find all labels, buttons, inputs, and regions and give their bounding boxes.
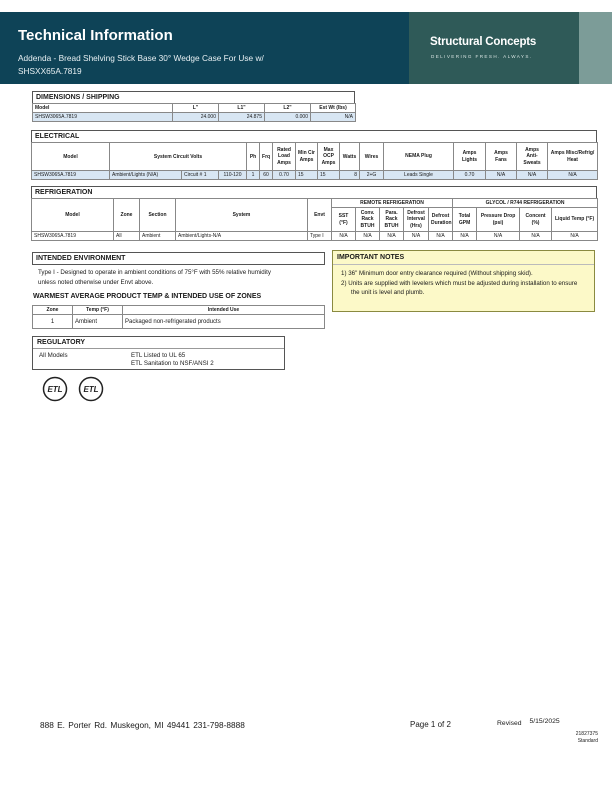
dim-header-l: L" bbox=[173, 104, 219, 113]
elec-header-plug: NEMA Plug bbox=[384, 143, 454, 171]
elec-header-mca: Min Cir Amps bbox=[296, 143, 318, 171]
footer-address: 888 E. Porter Rd. Muskegon, MI 49441 231-798-8888 bbox=[40, 720, 245, 730]
regulatory-line-2: ETL Sanitation to NSF/ANSI 2 bbox=[131, 360, 214, 367]
ref-header-gpm: Total GPM bbox=[453, 208, 477, 232]
zones-title: WARMEST AVERAGE PRODUCT TEMP & INTENDED USE OF ZONES bbox=[32, 291, 325, 302]
elec-header-amps-anti: Amps Anti-Sweats bbox=[517, 143, 548, 171]
ref-defrost-duration: N/A bbox=[429, 232, 453, 241]
footer-page-number: Page 1 of 2 bbox=[410, 720, 451, 729]
elec-header-volts: System Circuit Volts bbox=[110, 143, 247, 171]
ref-group-glycol: GLYCOL / R744 REFRIGERATION bbox=[453, 199, 598, 208]
environment-title: INTENDED ENVIRONMENT bbox=[32, 252, 325, 265]
ref-group-remote: REMOTE REFRIGERATION bbox=[332, 199, 453, 208]
page-title: Technical Information bbox=[18, 27, 173, 44]
zones-table bbox=[32, 305, 325, 329]
elec-plug: Leads Single bbox=[384, 171, 454, 180]
elec-header-rla: Rated Load Amps bbox=[273, 143, 296, 171]
ref-header-envt: Envt bbox=[308, 199, 332, 232]
footer-doc-info bbox=[540, 731, 598, 745]
ref-header-defrost-interval: Defrost Interval (Hrs) bbox=[404, 208, 429, 232]
note-item-1: 1) 36" Minimum door entry clearance required (Without shipping skid). bbox=[341, 270, 533, 277]
ref-header-pressure: Pressure Drop (psi) bbox=[477, 208, 520, 232]
ref-header-zone: Zone bbox=[114, 199, 140, 232]
ref-gpm: N/A bbox=[453, 232, 477, 241]
ref-system: Ambient/Lights-N/A bbox=[176, 232, 308, 241]
etl-listed-logo bbox=[42, 376, 68, 402]
zone-temp: Ambient bbox=[73, 315, 123, 329]
brand-tagline: DELIVERING FRESH. ALWAYS. bbox=[431, 54, 533, 59]
dim-header-l2: L2" bbox=[265, 104, 311, 113]
regulatory-line-1: ETL Listed to UL 65 bbox=[131, 352, 186, 359]
ref-section: Ambient bbox=[140, 232, 176, 241]
elec-amps-lights: 0.70 bbox=[454, 171, 486, 180]
elec-rla: 0.70 bbox=[273, 171, 296, 180]
ref-header-section: Section bbox=[140, 199, 176, 232]
elec-header-wires: Wires bbox=[360, 143, 384, 171]
brand-block bbox=[409, 12, 579, 84]
zone-number: 1 bbox=[33, 315, 73, 329]
brand-name: Structural Concepts bbox=[430, 36, 537, 48]
ref-conv: N/A bbox=[356, 232, 380, 241]
elec-header-frq: Frq bbox=[260, 143, 273, 171]
ref-header-system: System bbox=[176, 199, 308, 232]
zone-header-zone: Zone bbox=[33, 306, 73, 315]
header-banner bbox=[0, 12, 612, 84]
elec-header-model: Model bbox=[32, 143, 110, 171]
elec-header-amps-lights: Amps Lights bbox=[454, 143, 486, 171]
elec-circuit: Circuit # 1 bbox=[182, 171, 219, 180]
ref-header-defrost-duration: Defrost Duration bbox=[429, 208, 453, 232]
svg-text:ETL: ETL bbox=[83, 385, 99, 394]
elec-header-amps-fans: Amps Fans bbox=[486, 143, 517, 171]
elec-mocp: 15 bbox=[318, 171, 340, 180]
zones-section bbox=[32, 291, 325, 329]
dim-header-model: Model bbox=[33, 104, 173, 113]
notes-title: IMPORTANT NOTES bbox=[333, 251, 594, 265]
dimensions-section bbox=[32, 91, 355, 122]
zone-header-temp: Temp (°F) bbox=[73, 306, 123, 315]
zone-use: Packaged non-refrigerated products bbox=[123, 315, 325, 329]
ref-sst: N/A bbox=[332, 232, 356, 241]
ref-header-sst: SST (°F) bbox=[332, 208, 356, 232]
ref-header-model: Model bbox=[32, 199, 114, 232]
ref-header-conv: Conv. Rack BTUH bbox=[356, 208, 380, 232]
ref-header-para: Para. Rack BTUH bbox=[380, 208, 404, 232]
footer-doc-type: Standard bbox=[577, 738, 598, 744]
ref-envt: Type I bbox=[308, 232, 332, 241]
footer-revised bbox=[497, 720, 560, 727]
ref-header-concent: Concent (%) bbox=[520, 208, 552, 232]
footer-revised-date: 5/15/2025 bbox=[529, 718, 560, 725]
elec-amps-anti: N/A bbox=[517, 171, 548, 180]
elec-volts: 110-120 bbox=[219, 171, 247, 180]
elec-header-ph: Ph bbox=[247, 143, 260, 171]
elec-frq: 60 bbox=[260, 171, 273, 180]
ref-defrost-interval: N/A bbox=[404, 232, 429, 241]
ref-concent: N/A bbox=[520, 232, 552, 241]
dim-l: 24.000 bbox=[173, 113, 219, 122]
brand-strip bbox=[579, 12, 612, 84]
dim-header-l1: L1" bbox=[219, 104, 265, 113]
elec-header-watts: Watts bbox=[340, 143, 360, 171]
dim-l2: 0.000 bbox=[265, 113, 311, 122]
elec-mca: 15 bbox=[296, 171, 318, 180]
electrical-section bbox=[31, 130, 597, 180]
svg-text:ETL: ETL bbox=[47, 385, 63, 394]
elec-header-amps-misc: Amps Misc/Refrig/ Heat bbox=[548, 143, 598, 171]
dim-weight: N/A bbox=[311, 113, 356, 122]
refrigeration-title: REFRIGERATION bbox=[31, 186, 597, 198]
dimensions-title: DIMENSIONS / SHIPPING bbox=[32, 91, 355, 103]
regulatory-label: All Models bbox=[39, 352, 68, 359]
elec-wires: 2+G bbox=[360, 171, 384, 180]
footer-revised-label: Revised bbox=[497, 720, 522, 727]
note-item-2: 2) Units are supplied with levelers which must be adjusted during installation to ensure the unit is level and plumb. bbox=[341, 279, 578, 296]
elec-model: SHSW3065A.7819 bbox=[32, 171, 110, 180]
regulatory-title: REGULATORY bbox=[33, 337, 284, 349]
electrical-table bbox=[31, 142, 598, 180]
footer-doc-number: 21827375 bbox=[575, 731, 598, 737]
dimensions-table bbox=[32, 103, 356, 122]
ref-header-liquid: Liquid Temp (°F) bbox=[552, 208, 598, 232]
dim-l1: 24.875 bbox=[219, 113, 265, 122]
regulatory-section bbox=[32, 336, 285, 370]
elec-amps-misc: N/A bbox=[548, 171, 598, 180]
elec-header-mocp: Max OCP Amps bbox=[318, 143, 340, 171]
elec-ph: 1 bbox=[247, 171, 260, 180]
elec-system: Ambient/Lights (N/A) bbox=[110, 171, 182, 180]
environment-section bbox=[32, 252, 325, 291]
environment-text: Type I - Designed to operate in ambient conditions of 75°F with 55% relative humidity unless noted otherwise under Envt above. bbox=[38, 269, 271, 286]
refrigeration-table bbox=[31, 198, 598, 241]
ref-zone: All bbox=[114, 232, 140, 241]
refrigeration-section bbox=[31, 186, 597, 241]
dim-header-weight: Est Wt (lbs) bbox=[311, 104, 356, 113]
elec-amps-fans: N/A bbox=[486, 171, 517, 180]
dim-model: SHSW3065A.7819 bbox=[33, 113, 173, 122]
elec-watts: 8 bbox=[340, 171, 360, 180]
ref-pressure: N/A bbox=[477, 232, 520, 241]
ref-liquid: N/A bbox=[552, 232, 598, 241]
zone-header-use: Intended Use bbox=[123, 306, 325, 315]
electrical-title: ELECTRICAL bbox=[31, 130, 597, 142]
page-subtitle: Addenda - Bread Shelving Stick Base 30° Wedge Case For Use w/ SHSXX65A.7819 bbox=[18, 53, 264, 76]
ref-para: N/A bbox=[380, 232, 404, 241]
ref-model: SHSW3065A.7819 bbox=[32, 232, 114, 241]
etl-sanitation-logo bbox=[78, 376, 104, 402]
important-notes bbox=[332, 250, 595, 312]
